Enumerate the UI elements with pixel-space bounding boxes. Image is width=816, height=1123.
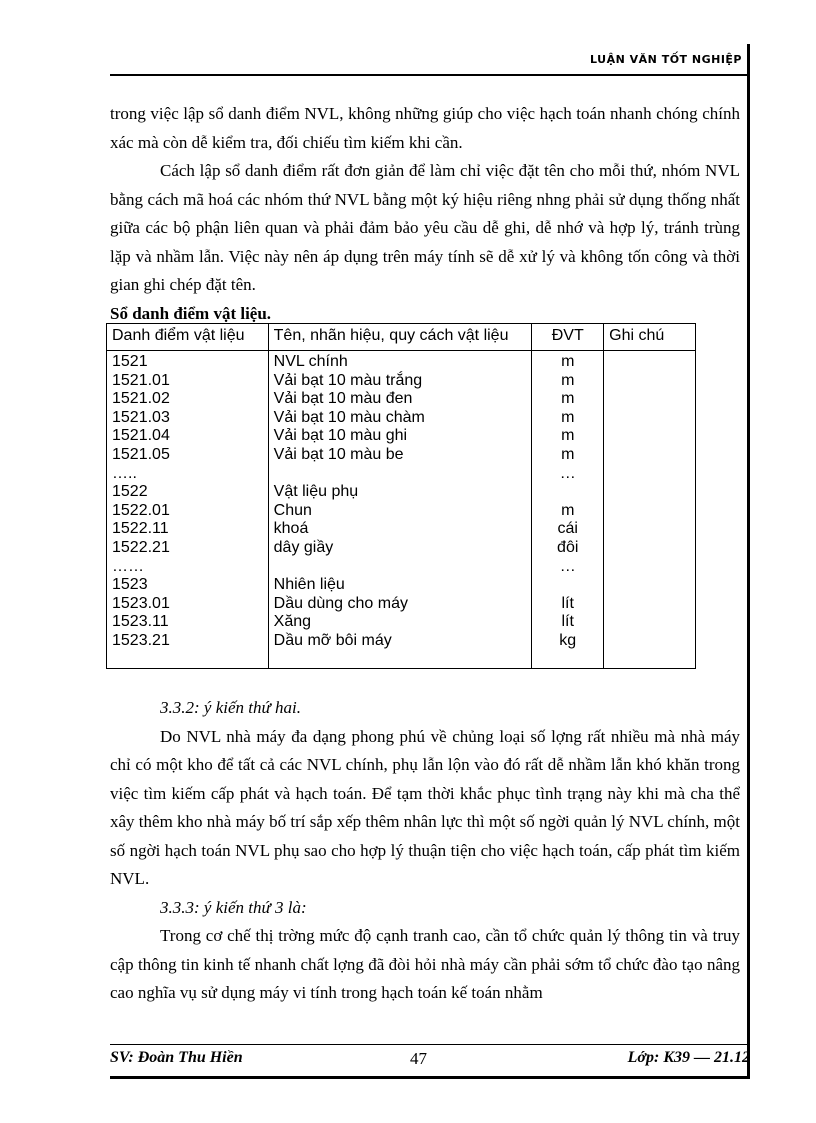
subsection-3-heading: 3.3.3: ý kiến thứ 3 là: [160, 897, 307, 917]
material-code: 1521 [112, 353, 148, 370]
material-name [274, 558, 527, 577]
table-header-row [107, 324, 696, 351]
footer-rule [110, 1044, 750, 1045]
footer-student: SV: Đoàn Thu Hiền [110, 1049, 243, 1066]
section-title: Sổ danh điểm vật liệu. [110, 303, 272, 323]
material-name: dây giầy [273, 538, 334, 556]
material-unit: m [561, 501, 575, 519]
material-name: Vải bạt 10 màu đen [273, 390, 413, 408]
material-unit: m [561, 408, 575, 426]
material-unit: cái [557, 520, 578, 538]
material-code: 1522.21 [112, 538, 170, 556]
name-column [268, 351, 532, 669]
material-unit: lít [561, 613, 574, 631]
material-code: 1523.01 [112, 594, 170, 612]
page-border-bottom [110, 1076, 750, 1079]
material-unit: lít [561, 594, 574, 612]
material-name: Nhiên liệu [273, 576, 345, 594]
material-name: Vải bạt 10 màu chàm [273, 408, 425, 426]
material-code: 1523.21 [112, 631, 170, 649]
subsection-2-text: Do NVL nhà máy đa dạng phong phú về chủng loại số lợng rất nhiều mà nhà máy chỉ có một kho để tất cả các NVL chính, phụ lẫn lộn vào đó rất dễ nhầm lẫn khó khăn trong việc tìm kiếm cấp phát và hạch toán. Để tạm thời khắc phục tình trạng này khi mà cha thể xây thêm kho nhà máy bố trí sắp xếp thêm nhân lực thì một số ngời quản lý NVL chính, một số ngời hạch toán NVL phụ sao cho hợp lý thuận tiện cho việc hạch toán, cấp phát tìm kiếm NVL. [110, 726, 740, 888]
material-name: Dầu mỡ bôi máy [273, 631, 392, 649]
material-unit: kg [559, 631, 577, 649]
material-code: 1521.03 [112, 408, 170, 426]
material-unit: … [559, 557, 576, 575]
col-header-note: Ghi chú [604, 324, 696, 351]
header-rule [110, 74, 750, 76]
material-name: Chun [273, 501, 312, 519]
col-header-code: Danh điểm vật liệu [107, 324, 269, 351]
material-name: Vải bạt 10 màu be [273, 445, 404, 463]
intro-section [110, 100, 740, 328]
material-code: 1523 [112, 576, 148, 594]
material-unit: m [561, 445, 575, 463]
material-code-table [106, 323, 696, 669]
material-unit: m [561, 427, 575, 445]
material-unit [537, 483, 598, 502]
col-header-name: Tên, nhãn hiệu, quy cách vật liệu [268, 324, 532, 351]
note-column [604, 351, 696, 669]
material-code: …… [112, 557, 144, 575]
material-unit: … [559, 464, 576, 482]
material-code: 1522.01 [112, 501, 170, 519]
code-column [107, 351, 269, 669]
footer-page-number: 47 [410, 1049, 427, 1068]
material-name: NVL chính [273, 353, 348, 370]
material-name: Vật liệu phụ [273, 483, 359, 501]
material-code: 1521.01 [112, 371, 170, 389]
material-name: khoá [273, 520, 309, 538]
material-code: ….. [112, 464, 137, 482]
material-name: Vải bạt 10 màu trắng [273, 371, 423, 389]
material-unit: m [561, 371, 575, 389]
unit-column [532, 351, 604, 669]
material-unit: m [561, 353, 575, 370]
material-unit: đôi [557, 538, 579, 556]
material-code: 1521.04 [112, 427, 170, 445]
subsection-2-heading: 3.3.2: ý kiến thứ hai. [160, 698, 301, 717]
material-unit: m [561, 390, 575, 408]
material-name [274, 465, 527, 484]
material-name: Vải bạt 10 màu ghi [273, 427, 408, 445]
material-code: 1521.02 [112, 390, 170, 408]
footer-class: Lớp: K39 — 21.12 [627, 1049, 750, 1066]
header-title: LUẬN VĂN TỐT NGHIỆP [590, 53, 742, 66]
intro-paragraph-1: trong việc lập sổ danh điểm NVL, không những giúp cho việc hạch toán nhanh chóng chính xác mà còn dễ kiểm tra, đối chiếu tìm kiếm khi cần. [110, 104, 740, 152]
discussion-section [110, 694, 740, 1008]
subsection-3-text: Trong cơ chế thị trờng mức độ cạnh tranh cao, cần tổ chức quản lý thông tin và truy cập thông tin kinh tế nhanh chất lợng đã đòi hỏi nhà máy cần phải sớm tổ chức đào tạo nâng cao nghĩa vụ sử dụng máy vi tính trong hạch toán kế toán nhằm [110, 926, 740, 1002]
material-name: Dầu dùng cho máy [273, 594, 408, 612]
col-header-unit: ĐVT [532, 324, 604, 351]
table-body-row [107, 351, 696, 669]
material-name: Xăng [273, 613, 312, 631]
material-unit [537, 576, 598, 595]
intro-paragraph-2: Cách lập sổ danh điểm rất đơn giản để làm chỉ việc đặt tên cho mỗi thứ, nhóm NVL bằng cách mã hoá các nhóm thứ NVL bằng một ký hiệu riêng nhng phải sử dụng thống nhất giữa các bộ phận liên quan và phải đảm bảo yêu cầu dễ ghi, dễ nhớ và hợp lý, tránh trùng lặp và nhầm lẫn. Việc này nên áp dụng trên máy tính sẽ dễ xử lý và không tốn công và thời gian ghi chép đặt tên. [110, 161, 740, 294]
material-code: 1523.11 [112, 613, 169, 631]
material-code: 1521.05 [112, 445, 170, 463]
material-code: 1522.11 [112, 520, 169, 538]
material-code: 1522 [112, 483, 148, 501]
